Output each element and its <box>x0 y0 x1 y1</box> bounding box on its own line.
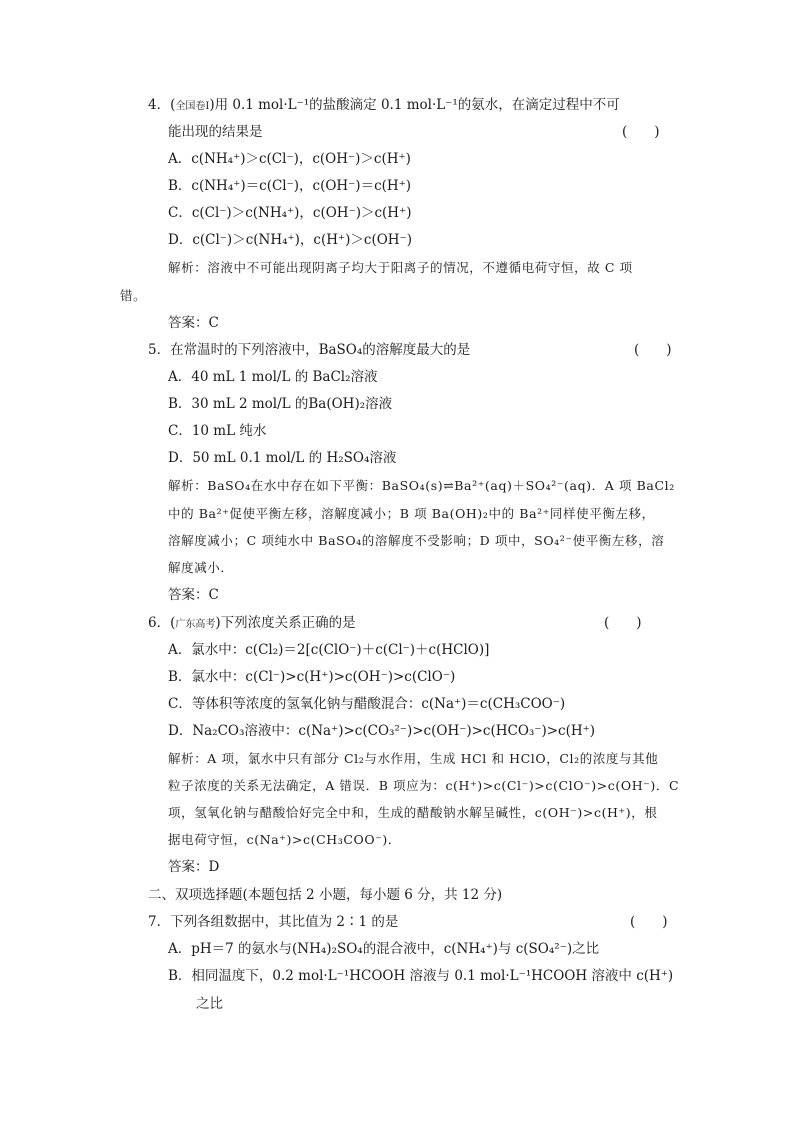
q5-analysis-line1: 解析：BaSO₄在水中存在如下平衡：BaSO₄(s)⇌Ba²⁺(aq)＋SO₄²⁻(aq)．A 项 BaCl₂ <box>168 478 675 493</box>
q4-answer: 答案：C <box>168 315 219 331</box>
q5-option-b: B．30 mL 2 mol/L 的Ba(OH)₂溶液 <box>168 396 393 412</box>
q6-stem <box>148 614 356 634</box>
q4-option-d: D．c(Cl⁻)＞c(NH₄⁺)，c(H⁺)＞c(OH⁻) <box>168 232 412 248</box>
q7-option-a: A．pH＝7 的氨水与(NH₄)₂SO₄的混合液中，c(NH₄⁺)与 c(SO₄²⁻)之比 <box>168 941 600 957</box>
q6-analysis-line2: 粒子浓度的关系无法确定，A 错误．B 项应为：c(H⁺)>c(Cl⁻)>c(ClO⁻)>c(OH⁻)．C <box>168 778 680 793</box>
section2-heading: 二、双项选择题(本题包括 2 小题，每小题 6 分，共 12 分) <box>148 887 503 903</box>
q7-stem: 7．下列各组数据中，其比值为 2∶1 的是 <box>148 914 399 930</box>
q6-analysis-line3: 项，氢氧化钠与醋酸恰好完全中和，生成的醋酸钠水解呈碱性，c(OH⁻)>c(H⁺)，根 <box>168 805 658 820</box>
q6-answer-blank: ( ) <box>604 615 642 631</box>
q5-analysis-line2: 中的 Ba²⁺促使平衡左移，溶解度减小；B 项 Ba(OH)₂中的 Ba²⁺同样使平衡左移， <box>168 506 655 521</box>
q7-option-b-line2: 之比 <box>196 996 223 1012</box>
q5-answer-blank: ( ) <box>634 342 672 358</box>
q4-analysis-line2: 错。 <box>120 288 147 303</box>
q4-stem-prefix: 4．( <box>148 97 176 113</box>
q5-option-a: A．40 mL 1 mol/L 的 BaCl₂溶液 <box>168 369 378 385</box>
q6-analysis-line4: 据电荷守恒，c(Na⁺)>c(CH₃COO⁻)． <box>168 832 402 847</box>
q6-option-c: C．等体积等浓度的氢氧化钠与醋酸混合：c(Na⁺)＝c(CH₃COO⁻) <box>168 696 566 712</box>
q4-stem-line2: 能出现的结果是 <box>168 124 263 140</box>
q4-stem-line1 <box>148 96 620 116</box>
q5-analysis-line3: 溶解度减小；C 项纯水中 BaSO₄的溶解度不受影响；D 项中，SO₄²⁻使平衡左移，溶 <box>168 533 665 548</box>
q7-answer-blank: ( ) <box>630 914 668 930</box>
q6-stem-suffix: )下列浓度关系正确的是 <box>215 615 356 631</box>
q4-answer-blank: ( ) <box>622 124 660 140</box>
q6-answer: 答案：D <box>168 859 220 875</box>
q5-option-c: C．10 mL 纯水 <box>168 423 267 439</box>
q7-option-b-line1: B．相同温度下，0.2 mol·L⁻¹HCOOH 溶液与 0.1 mol·L⁻¹HCOOH 溶液中 c(H⁺) <box>168 968 674 984</box>
q4-option-c: C．c(Cl⁻)＞c(NH₄⁺)，c(OH⁻)＞c(H⁺) <box>168 205 412 221</box>
q6-stem-prefix: 6．( <box>148 615 176 631</box>
q4-option-a: A．c(NH₄⁺)＞c(Cl⁻)，c(OH⁻)＞c(H⁺) <box>168 151 411 167</box>
q4-source-tag: 全国卷Ⅰ <box>175 101 210 112</box>
q5-option-d: D．50 mL 0.1 mol/L 的 H₂SO₄溶液 <box>168 450 397 466</box>
q5-stem: 5．在常温时的下列溶液中，BaSO₄的溶解度最大的是 <box>148 342 471 358</box>
q4-option-b: B．c(NH₄⁺)＝c(Cl⁻)，c(OH⁻)＝c(H⁺) <box>168 178 412 194</box>
q4-stem-suffix: )用 0.1 mol·L⁻¹的盐酸滴定 0.1 mol·L⁻¹的氨水，在滴定过程中不可 <box>209 97 620 113</box>
q4-analysis-line1: 解析：溶液中不可能出现阴离子均大于阳离子的情况，不遵循电荷守恒，故 C 项 <box>168 260 633 275</box>
q5-answer: 答案：C <box>168 587 219 603</box>
q6-option-b: B．氯水中：c(Cl⁻)>c(H⁺)>c(OH⁻)>c(ClO⁻) <box>168 669 456 685</box>
q5-analysis-line4: 解度减小． <box>168 560 234 575</box>
q6-option-d: D．Na₂CO₃溶液中：c(Na⁺)>c(CO₃²⁻)>c(OH⁻)>c(HCO₃⁻)>c(H⁺) <box>168 723 596 739</box>
q6-source-tag: 广东高考 <box>175 619 216 630</box>
q6-option-a: A．氯水中：c(Cl₂)＝2[c(ClO⁻)＋c(Cl⁻)＋c(HClO)] <box>168 642 490 658</box>
q6-analysis-line1: 解析：A 项，氯水中只有部分 Cl₂与水作用，生成 HCl 和 HClO，Cl₂的浓度与其他 <box>168 751 659 766</box>
